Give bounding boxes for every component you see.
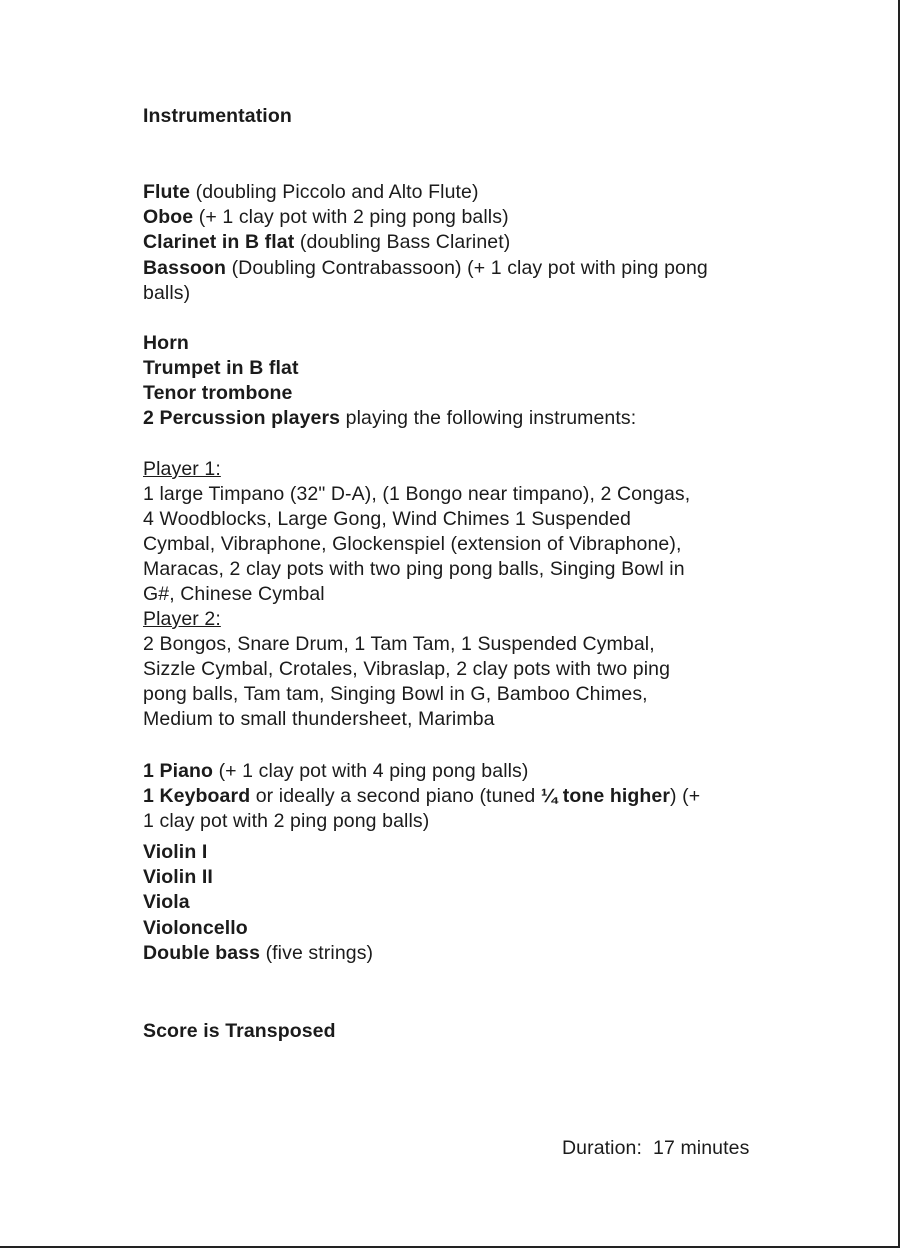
- instrument-detail: or ideally a second piano (tuned: [250, 785, 541, 807]
- instrument-detail: ) (+: [670, 785, 701, 807]
- instrument-detail: (five strings): [260, 942, 374, 964]
- instrument-name: Flute: [143, 181, 191, 203]
- instrument-piano: [143, 759, 529, 784]
- instrument-trumpet: Trumpet in B flat: [143, 357, 299, 379]
- page-title: Instrumentation: [143, 105, 292, 127]
- instrument-name: Clarinet in B flat: [143, 231, 295, 253]
- instrument-bassoon-continued: balls): [143, 282, 191, 304]
- instrument-detail: (Doubling Contrabassoon) (+ 1 clay pot with ping pong: [226, 257, 708, 279]
- instrument-keyboard-continued: 1 clay pot with 2 ping pong balls): [143, 810, 430, 832]
- instrument-double-bass: [143, 941, 373, 966]
- instrument-name: 1 Piano: [143, 760, 214, 782]
- instrument-viola: Viola: [143, 891, 190, 913]
- instrument-detail: (doubling Piccolo and Alto Flute): [190, 181, 479, 203]
- instrument-detail-bold: ¼ tone higher: [540, 785, 671, 807]
- player1-label: Player 1:: [143, 458, 221, 480]
- player1-line: 1 large Timpano (32" D-A), (1 Bongo near timpano), 2 Congas,: [143, 483, 691, 505]
- instrument-name: 2 Percussion players: [143, 407, 341, 429]
- instrument-name: 1 Keyboard: [143, 785, 251, 807]
- player2-line: pong balls, Tam tam, Singing Bowl in G, Bamboo Chimes,: [143, 683, 648, 705]
- instrument-detail: playing the following instruments:: [340, 407, 637, 429]
- instrument-horn: Horn: [143, 332, 189, 354]
- instrument-name: Double bass: [143, 942, 261, 964]
- player1-line: 4 Woodblocks, Large Gong, Wind Chimes 1 Suspended: [143, 508, 631, 530]
- instrument-detail: (+ 1 clay pot with 2 ping pong balls): [193, 206, 509, 228]
- instrument-name: Bassoon: [143, 257, 227, 279]
- instrument-bassoon: [143, 256, 708, 281]
- player2-line: 2 Bongos, Snare Drum, 1 Tam Tam, 1 Suspended Cymbal,: [143, 633, 655, 655]
- player1-line: Maracas, 2 clay pots with two ping pong balls, Singing Bowl in: [143, 558, 685, 580]
- instrument-oboe: [143, 205, 509, 230]
- instrument-keyboard: [143, 784, 700, 809]
- player2-line: Medium to small thundersheet, Marimba: [143, 708, 495, 730]
- player2-label: Player 2:: [143, 608, 221, 630]
- instrument-detail: (doubling Bass Clarinet): [294, 231, 511, 253]
- score-note: Score is Transposed: [143, 1020, 336, 1042]
- instrument-violin-1: Violin I: [143, 841, 208, 863]
- instrument-detail: (+ 1 clay pot with 4 ping pong balls): [213, 760, 529, 782]
- instrument-clarinet: [143, 230, 510, 255]
- duration: Duration: 17 minutes: [562, 1137, 750, 1159]
- percussion-heading: [143, 406, 636, 431]
- instrument-violoncello: Violoncello: [143, 917, 248, 939]
- instrument-violin-2: Violin II: [143, 866, 213, 888]
- instrument-flute: [143, 180, 479, 205]
- player1-line: Cymbal, Vibraphone, Glockenspiel (extension of Vibraphone),: [143, 533, 682, 555]
- instrument-name: Oboe: [143, 206, 194, 228]
- instrument-trombone: Tenor trombone: [143, 382, 293, 404]
- player2-line: Sizzle Cymbal, Crotales, Vibraslap, 2 clay pots with two ping: [143, 658, 671, 680]
- player1-line: G#, Chinese Cymbal: [143, 583, 325, 605]
